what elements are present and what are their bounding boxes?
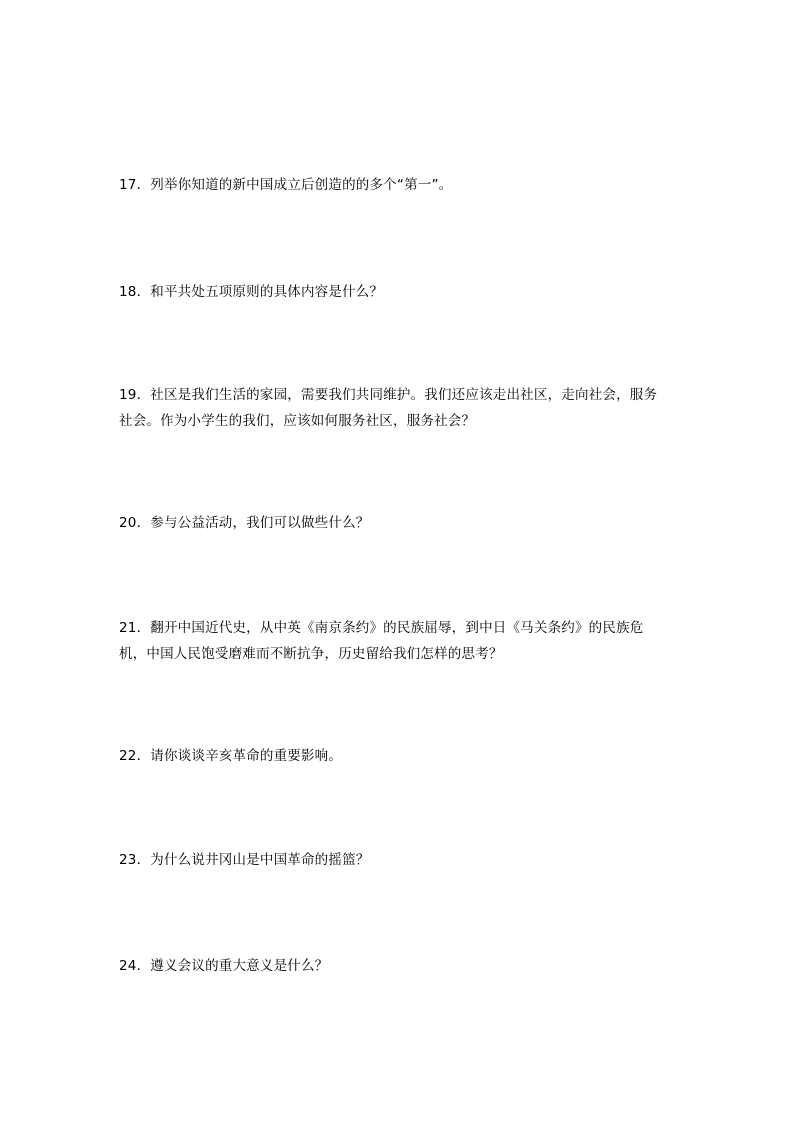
question-21-line-1: 21．翻开中国近代史，从中英《南京条约》的民族屈辱，到中日《马关条约》的民族危	[119, 620, 644, 636]
question-18	[119, 279, 679, 305]
question-21-line-2: 机，中国人民饱受磨难而不断抗争，历史留给我们怎样的思考？	[119, 646, 503, 662]
question-23-line-1: 23．为什么说井冈山是中国革命的摇篮？	[119, 852, 370, 868]
question-20-line-1: 20．参与公益活动，我们可以做些什么？	[119, 515, 370, 531]
question-17	[119, 172, 679, 198]
question-20	[119, 510, 679, 536]
question-19	[119, 382, 679, 434]
question-22-line-1: 22．请你谈谈辛亥革命的重要影响。	[119, 748, 343, 764]
question-17-line-1: 17．列举你知道的新中国成立后创造的的多个“第一”。	[119, 177, 453, 193]
question-24	[119, 953, 679, 979]
question-19-line-1: 19．社区是我们生活的家园，需要我们共同维护。我们还应该走出社区，走向社会，服务	[119, 387, 658, 403]
question-22	[119, 743, 679, 769]
question-24-line-1: 24．遵义会议的重大意义是什么？	[119, 958, 329, 974]
question-19-line-2: 社会。作为小学生的我们，应该如何服务社区，服务社会？	[119, 413, 476, 429]
question-23	[119, 847, 679, 873]
question-18-line-1: 18．和平共处五项原则的具体内容是什么？	[119, 284, 384, 300]
question-21	[119, 615, 679, 667]
